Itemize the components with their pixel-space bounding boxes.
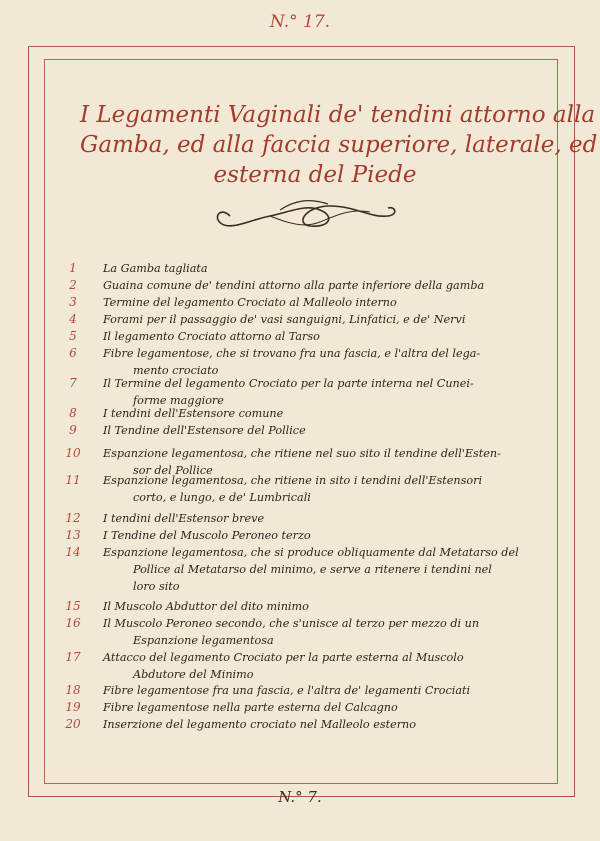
entry-text: corto, e lungo, e de' Lumbricali xyxy=(133,491,311,504)
entry-number: 12 xyxy=(65,511,81,525)
entry-text: I Tendine del Muscolo Peroneo terzo xyxy=(103,529,311,542)
entry-text: Il legamento Crociato attorno al Tarso xyxy=(103,330,320,343)
entry-number: 15 xyxy=(65,599,81,613)
entry-text: sor del Pollice xyxy=(133,464,213,477)
entry-number: 19 xyxy=(65,700,81,714)
entry-number: 13 xyxy=(65,528,81,542)
calligraphic-flourish-icon xyxy=(210,196,400,236)
title-line-3: esterna del Piede xyxy=(213,162,417,188)
entry-number: 16 xyxy=(65,616,81,630)
folio-number-top: N.° 17. xyxy=(269,12,331,32)
entry-number: 11 xyxy=(65,473,81,487)
entry-text: Termine del legamento Crociato al Malleolo interno xyxy=(103,296,397,309)
entry-number: 18 xyxy=(65,683,81,697)
title-line-2: Gamba, ed alla faccia superiore, laterale, ed xyxy=(80,132,598,158)
entry-number: 9 xyxy=(69,423,77,437)
entry-text: Fibre legamentose nella parte esterna del Calcagno xyxy=(103,701,398,714)
entry-text: Fibre legamentose fra una fascia, e l'altra de' legamenti Crociati xyxy=(103,684,471,697)
entry-text: Inserzione del legamento crociato nel Malleolo esterno xyxy=(103,718,416,731)
entry-number: 3 xyxy=(69,295,77,309)
entry-text: Forami per il passaggio de' vasi sanguigni, Linfatici, e de' Nervi xyxy=(103,313,466,326)
entry-text: Il Termine del legamento Crociato per la parte interna nel Cunei- xyxy=(103,377,474,390)
entry-number: 7 xyxy=(69,376,77,390)
entry-text: Il Muscolo Peroneo secondo, che s'unisce al terzo per mezzo di un xyxy=(103,617,480,630)
entry-text: Il Muscolo Abduttor del dito minimo xyxy=(103,600,309,613)
entry-number: 4 xyxy=(69,312,77,326)
title-line-1: I Legamenti Vaginali de' tendini attorno alla xyxy=(80,102,596,128)
entry-number: 5 xyxy=(69,329,77,343)
entry-number: 6 xyxy=(69,346,77,360)
entry-text: forme maggiore xyxy=(133,394,224,407)
entry-text: Fibre legamentose, che si trovano fra una fascia, e l'altra del lega- xyxy=(103,347,481,360)
entry-text: I tendini dell'Estensor breve xyxy=(103,512,265,525)
entry-number: 2 xyxy=(69,278,77,292)
entry-text: Espanzione legamentosa, che si produce obliquamente dal Metatarso del xyxy=(103,546,519,559)
page-title xyxy=(80,100,598,190)
folio-number-bottom: N.° 7. xyxy=(278,788,322,806)
entry-number: 17 xyxy=(65,650,81,664)
entry-text: Espanzione legamentosa, che ritiene in sito i tendini dell'Estensori xyxy=(103,474,483,487)
entry-text: mento crociato xyxy=(133,364,219,377)
entry-text: Il Tendine dell'Estensore del Pollice xyxy=(103,424,306,437)
entry-text: Espanzione legamentosa xyxy=(133,634,274,647)
entry-text: Guaina comune de' tendini attorno alla parte inferiore della gamba xyxy=(103,279,485,292)
entry-text: loro sito xyxy=(133,580,180,593)
entry-number: 14 xyxy=(65,545,81,559)
entry-number: 8 xyxy=(69,406,77,420)
entry-number: 10 xyxy=(65,446,81,460)
entry-text: Espanzione legamentosa, che ritiene nel suo sito il tendine dell'Esten- xyxy=(103,447,501,460)
entry-text: Attacco del legamento Crociato per la parte esterna al Muscolo xyxy=(103,651,464,664)
entry-text: I tendini dell'Estensore comune xyxy=(103,407,284,420)
entry-number: 20 xyxy=(65,717,81,731)
entry-number: 1 xyxy=(69,261,77,275)
entry-text: La Gamba tagliata xyxy=(103,262,208,275)
entry-text: Abdutore del Minimo xyxy=(133,668,254,681)
entry-text: Pollice al Metatarso del minimo, e serve a ritenere i tendini nel xyxy=(133,563,492,576)
